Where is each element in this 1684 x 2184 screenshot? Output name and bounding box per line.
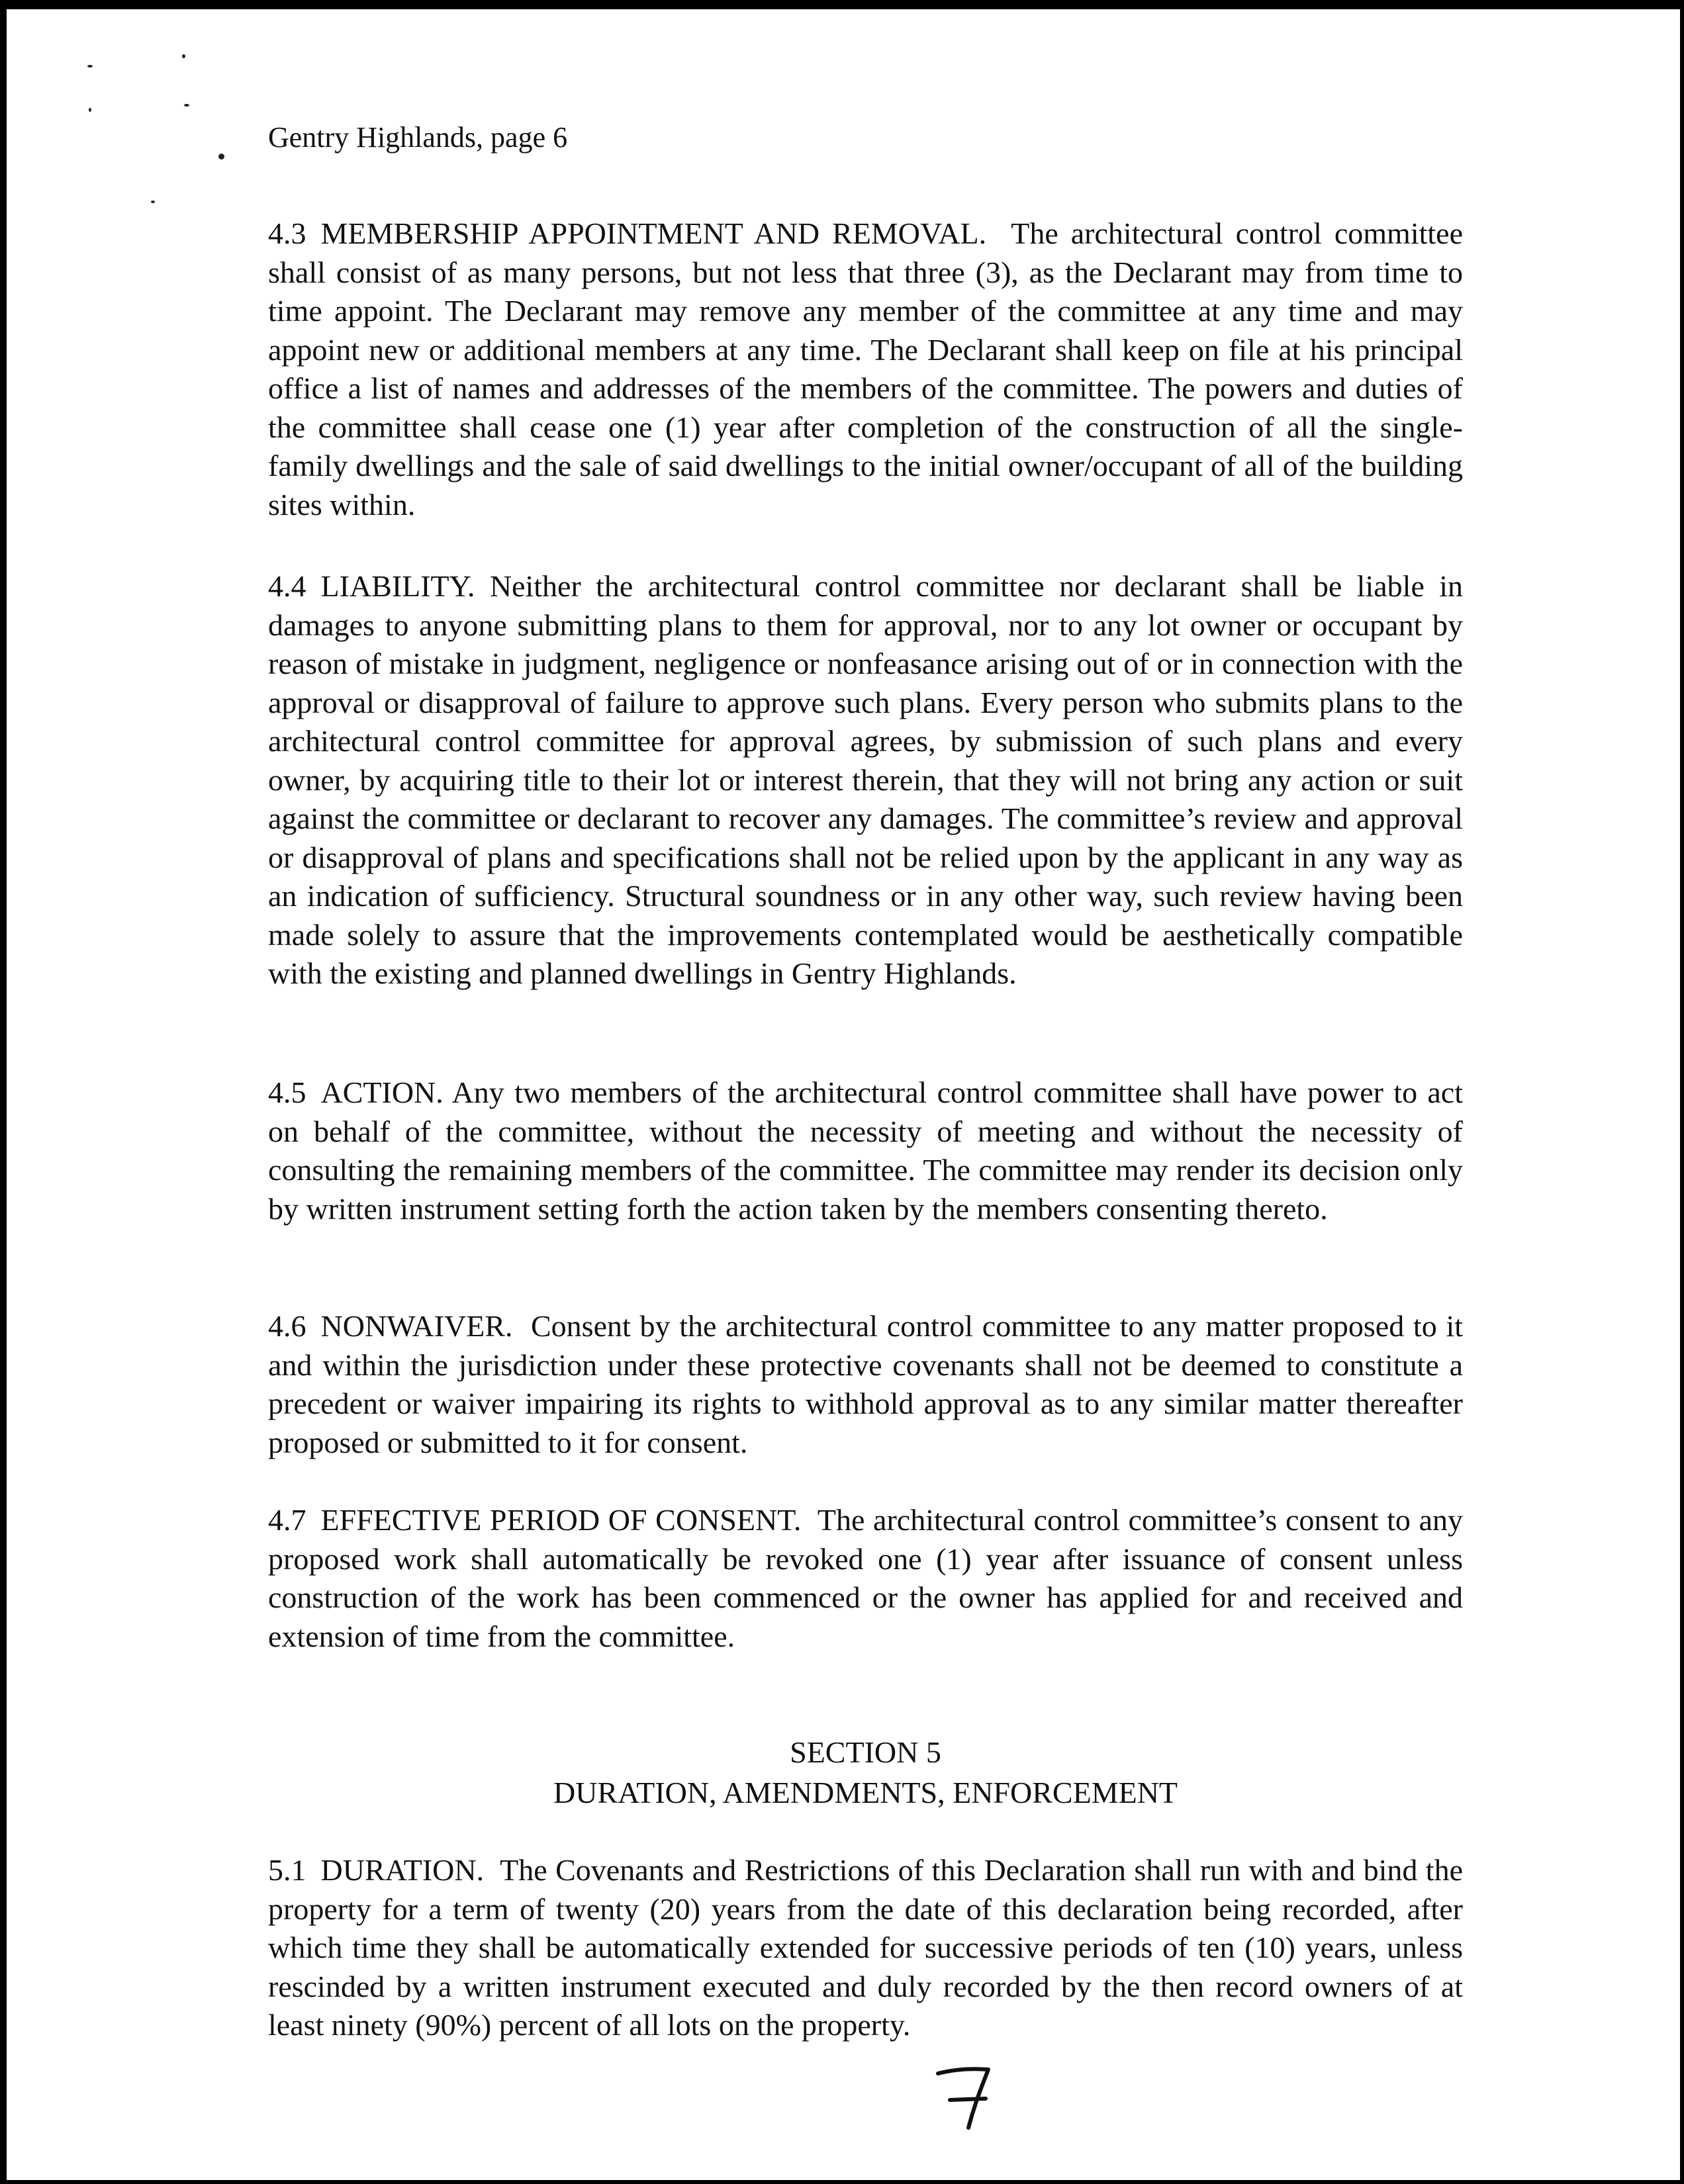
scan-border-bottom (0, 2180, 1684, 2184)
section-body: The Covenants and Restrictions of this Declaration shall run with and bind the property for a term of twenty (20) years from the date of this declaration being recorded, after which time they shall be automatically extended for successive periods of ten (10) years, unless rescinded by a written instrument executed and duly recorded by the then record owners of at least ninety (90%) percent of all lots on the property. (268, 1853, 1463, 2042)
section-heading: NONWAIVER. (320, 1309, 513, 1343)
scan-speck (87, 65, 93, 68)
section-body: Consent by the architectural control committee to any matter proposed to it and within the jurisdiction under these protective covenants shall not be deemed to constitute a precedent or waiver impairing its rights to withhold approval as to any similar matter thereafter proposed or submitted to it for consent. (268, 1309, 1463, 1459)
section-heading: LIABILITY. (320, 569, 475, 603)
section-body: Any two members of the architectural control committee shall have power to act on behalf of the committee, without the necessity of meeting and without the necessity of consulting the remaining members of the committee. The committee may render its decision only by written instrument setting forth the action taken by the members consenting thereto. (268, 1075, 1463, 1226)
paragraph-4-5 (268, 1073, 1463, 1228)
scan-speck (151, 201, 155, 203)
section-number: 4.3 (268, 216, 306, 250)
running-header: Gentry Highlands, page 6 (268, 121, 568, 154)
section-number: 4.7 (268, 1503, 306, 1537)
scan-speck (184, 104, 189, 107)
section-body: The architectural control committee shall consist of as many persons, but not less that three (3), as the Declarant may from time to time appoint. The Declarant may remove any member of the committee at any time and may appoint new or additional members at any time. The Declarant shall keep on file at his principal office a list of names and addresses of the members of the committee. The powers and duties of the committee shall cease one (1) year after completion of the construction of all the single-family dwellings and the sale of said dwellings to the initial owner/occupant of all of the building sites within. (268, 216, 1464, 522)
paragraph-5-1 (268, 1851, 1463, 2045)
section-heading: ACTION. (320, 1075, 444, 1109)
section-number: 4.6 (268, 1309, 306, 1343)
section-heading: DURATION. (320, 1853, 485, 1887)
scan-speck (218, 154, 224, 159)
scan-speck (89, 108, 91, 112)
section-body: Neither the architectural control committee nor declarant shall be liable in damages to anyone submitting plans to them for approval, nor to any lot owner or occupant by reason of mistake in judgment, negligence or nonfeasance arising out of or in connection with the approval or disapproval of failure to approve such plans. Every person who submits plans to the architectural control committee for approval agrees, by submission of such plans and every owner, by acquiring title to their lot or interest therein, that they will not bring any action or suit against the committee or declarant to recover any damages. The committee’s review and approval or disapproval of plans and specifications shall not be relied upon by the applicant in any way as an indication of sufficiency. Structural soundness or in any other way, such review having been made solely to assure that the improvements contemplated would be aesthetically compatible with the existing and planned dwellings in Gentry Highlands. (268, 569, 1464, 990)
scan-border-left (0, 0, 7, 2184)
scan-border-right (1680, 0, 1684, 2184)
scan-border-top (0, 0, 1684, 9)
section-number: 4.4 (268, 569, 306, 603)
paragraph-4-4 (268, 567, 1463, 993)
scan-speck (182, 54, 185, 58)
section-5-subtitle: DURATION, AMENDMENTS, ENFORCEMENT (553, 1776, 1178, 1809)
section-heading: EFFECTIVE PERIOD OF CONSENT. (320, 1503, 802, 1537)
section-heading: MEMBERSHIP APPOINTMENT AND REMOVAL. (320, 216, 987, 250)
section-number: 4.5 (268, 1075, 306, 1109)
paragraph-4-3 (268, 214, 1463, 524)
paragraph-4-7 (268, 1501, 1463, 1656)
handwritten-page-number (930, 2062, 996, 2134)
paragraph-4-6 (268, 1307, 1463, 1462)
section-body: The architectural control committee’s consent to any proposed work shall automatically be revoked one (1) year after issuance of consent unless construction of the work has been commenced or the owner has applied for and received and extension of time from the committee. (268, 1503, 1464, 1653)
section-5-title: SECTION 5 (790, 1735, 941, 1769)
section-number: 5.1 (268, 1853, 306, 1887)
